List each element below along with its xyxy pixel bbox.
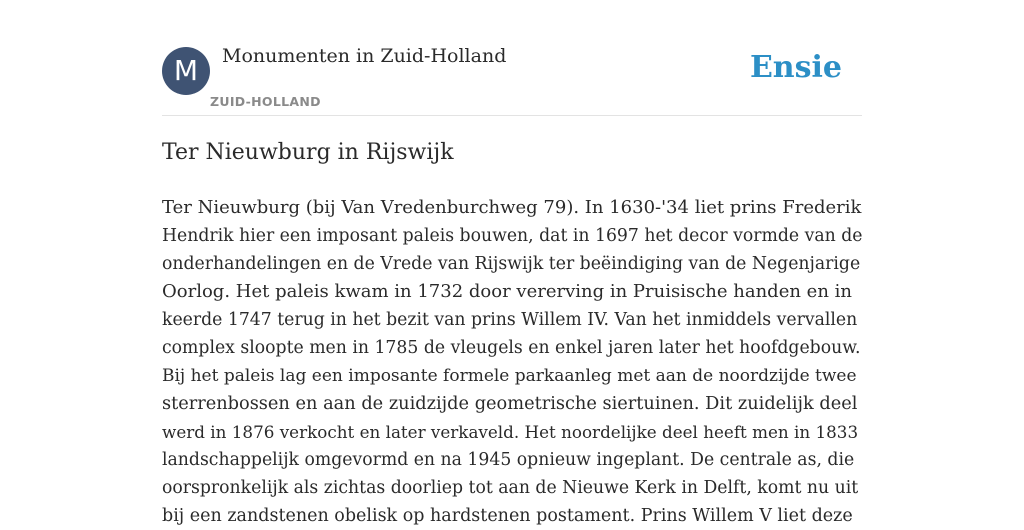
body-line: keerde 1747 terug in het bezit van prins Willem IV. Van het inmiddels vervallen	[162, 310, 858, 330]
header-divider	[162, 115, 862, 116]
body-line: Hendrik hier een imposant paleis bouwen, dat in 1697 het decor vormde van de	[162, 226, 863, 246]
body-line: oorspronkelijk als zichtas doorliep tot aan de Nieuwe Kerk in Delft, komt nu uit	[162, 478, 859, 498]
body-line: complex sloopte men in 1785 de vleugels en enkel jaren later het hoofdgebouw.	[162, 338, 861, 358]
body-line: Bij het paleis lag een imposante formele parkaanleg met aan de noordzijde twee	[162, 366, 857, 386]
avatar[interactable]: M	[162, 47, 210, 95]
body-line: Ter Nieuwburg (bij Van Vredenburchweg 79). In 1630-'34 liet prins Frederik	[162, 197, 862, 218]
brand-logo[interactable]: Ensie	[749, 50, 842, 85]
source-category[interactable]: ZUID-HOLLAND	[210, 94, 321, 109]
body-line: onderhandelingen en de Vrede van Rijswijk ter beëindiging van de Negenjarige	[162, 254, 861, 274]
body-line: bij een zandstenen obelisk op hardstenen postament. Prins Willem V liet deze	[162, 506, 853, 526]
body-line: sterrenbossen en aan de zuidzijde geometrische siertuinen. Dit zuidelijk deel	[162, 394, 858, 414]
source-title[interactable]: Monumenten in Zuid-Holland	[222, 45, 507, 67]
article-body	[162, 194, 862, 530]
article-title: Ter Nieuwburg in Rijswijk	[162, 140, 454, 165]
body-line: Oorlog. Het paleis kwam in 1732 door vererving in Pruisische handen en in	[162, 281, 852, 302]
body-line: landschappelijk omgevormd en na 1945 opnieuw ingeplant. De centrale as, die	[162, 450, 855, 470]
body-line: werd in 1876 verkocht en later verkaveld. Het noordelijke deel heeft men in 1833	[162, 422, 859, 442]
